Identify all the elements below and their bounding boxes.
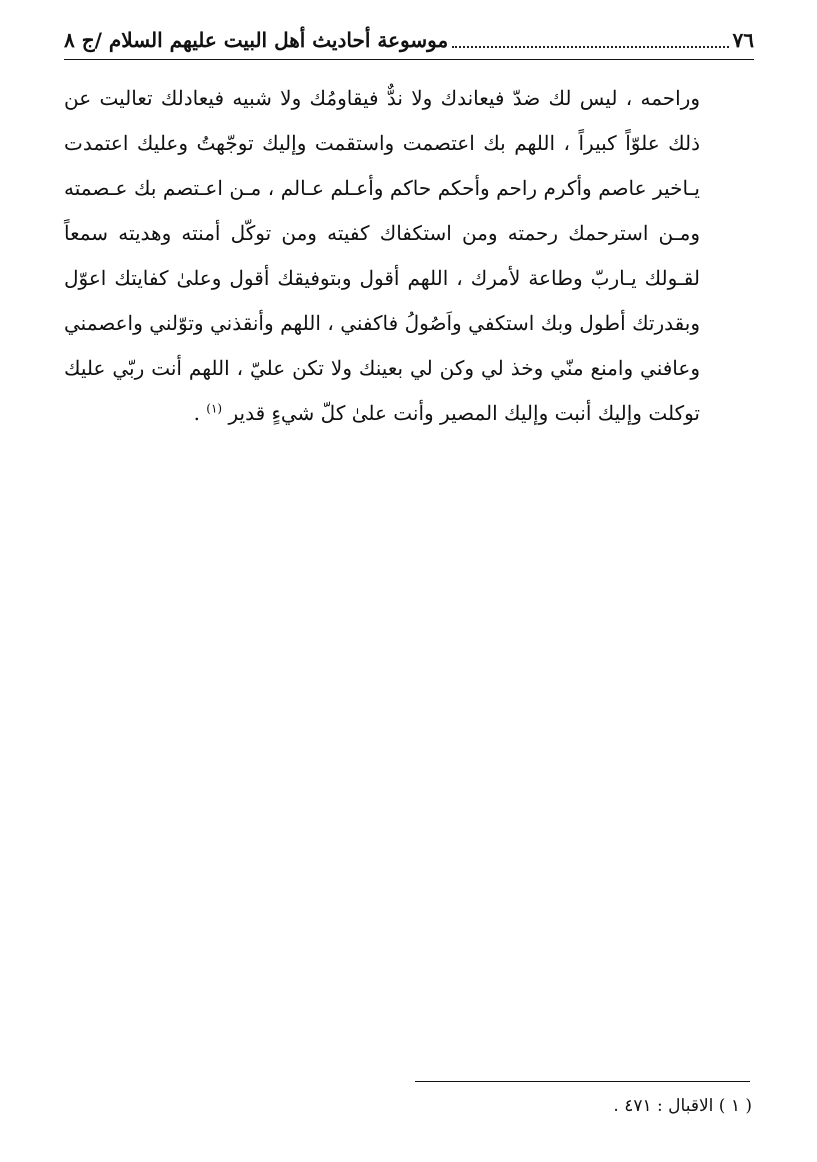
body-paragraph-text: وراحمه ، ليس لك ضدّ فيعاندك ولا ندٌّ فيقاومُك ولا شبيه فيعادلك تعاليت عن ذلك علوّاً كبيراً ، اللهم بك اعتصمت واستقمت وإليك توجّهتُ وعليك اعتمدت يـاخير عاصم وأكرم راحم وأحكم حاكم وأعـلم عـالم ، مـن اعـتصم بك عـصمته ومـن استرحمك رحمته ومن استكفاك كفيته ومن توكّل أمنته وهديته سمعاً لقـولك يـاربّ وطاعة لأمرك ، اللهم أقول وبتوفيقك أقول وعلىٰ كفايتك اعوّل وبقدرتك أطول وبك استكفي واَصُولُ فاكفني ، اللهم وأنقذني وتوّلني واعصمني وعافني وامنع منّي وخذ لي وكن لي بعينك ولا تكن عليّ ، اللهم أنت ربّي عليك توكلت وإليك أنبت وإليك المصير وأنت علىٰ كلّ شيءٍ قدير xyxy=(64,86,700,425)
paragraph-ending: . xyxy=(193,401,207,425)
body-paragraph xyxy=(64,76,700,436)
running-title: موسوعة أحاديث أهل البيت عليهم السلام /ج ٨ xyxy=(64,27,449,52)
footnote-separator xyxy=(415,1081,750,1082)
footnote-reference-marker: (١) xyxy=(206,401,223,416)
footnote: ( ١ ) الاقبال : ٤٧١ . xyxy=(613,1096,752,1116)
header-dot-leader xyxy=(452,32,728,48)
page-number: ٧٦ xyxy=(732,27,754,52)
main-text-body xyxy=(64,76,700,436)
page-header xyxy=(64,20,754,60)
